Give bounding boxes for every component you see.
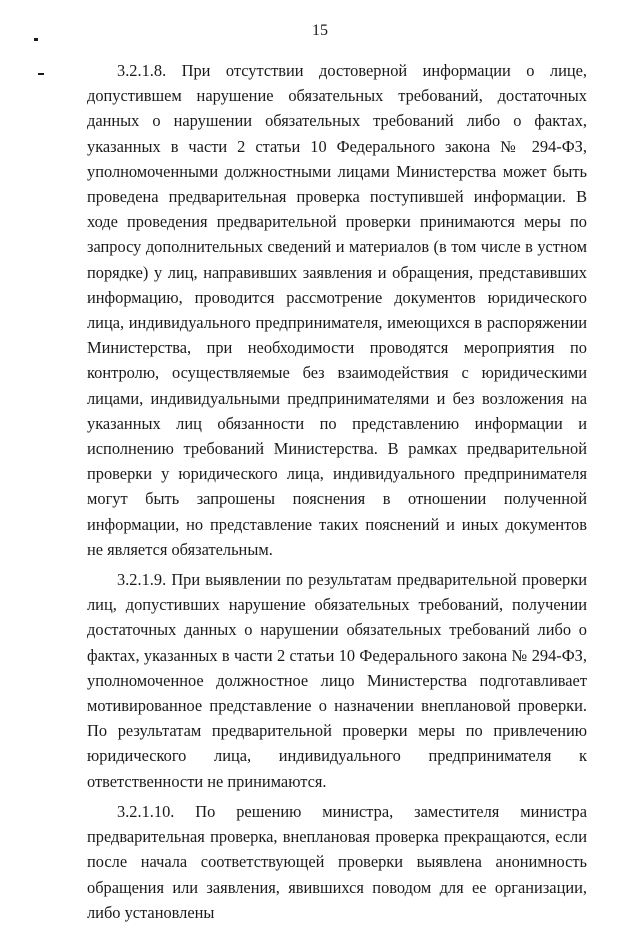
page-number: 15 [312,22,328,39]
paragraph-3-2-1-10: 3.2.1.10. По решению министра, заместителя министра предварительная проверка, внеплановая проверка прекращаются, если после начала соответствующей проверки выявлена анонимность обращения или заявления, явившихся поводом для ее организации, либо установлены [87,801,587,922]
document-body [87,58,587,925]
scan-mark [38,73,44,75]
paragraph-3-2-1-9: 3.2.1.9. При выявлении по результатам предварительной проверки лиц, допустивших нарушение обязательных требований, получении достаточных данных о нарушении обязательных требований либо о фактах, указанных в части 2 статьи 10 Федерального закона № 294-ФЗ, уполномоченное должностное лицо Министерства подготавливает мотивированное представление о назначении внеплановой проверки. По результатам предварительной проверки меры по привлечению юридического лица, индивидуального предпринимателя к ответственности не принимаются. [87,570,587,791]
paragraph-3-2-1-8: 3.2.1.8. При отсутствии достоверной информации о лице, допустившем нарушение обязательных требований, достаточных данных о нарушении обязательных требований либо о фактах, указанных в части 2 статьи 10 Федерального закона № 294-ФЗ, уполномоченными должностными лицами Министерства может быть проведена предварительная проверка поступившей информации. В ходе проведения предварительной проверки принимаются меры по запросу дополнительных сведений и материалов (в том числе в устном порядке) у лиц, направивших заявления и обращения, представивших информацию, проводится рассмотрение документов юридического лица, индивидуального предпринимателя, имеющихся в распоряжении Министерства, при необходимости проводятся мероприятия по контролю, осуществляемые без взаимодействия с юридическими лицами, индивидуальными предпринимателями и без возложения на указанных лиц обязанности по представлению информации и исполнению требований Министерства. В рамках предварительной проверки у юридического лица, индивидуального предпринимателя могут быть запрошены пояснения в отношении полученной информации, но представление таких пояснений и иных документов не является обязательным. [87,61,587,559]
